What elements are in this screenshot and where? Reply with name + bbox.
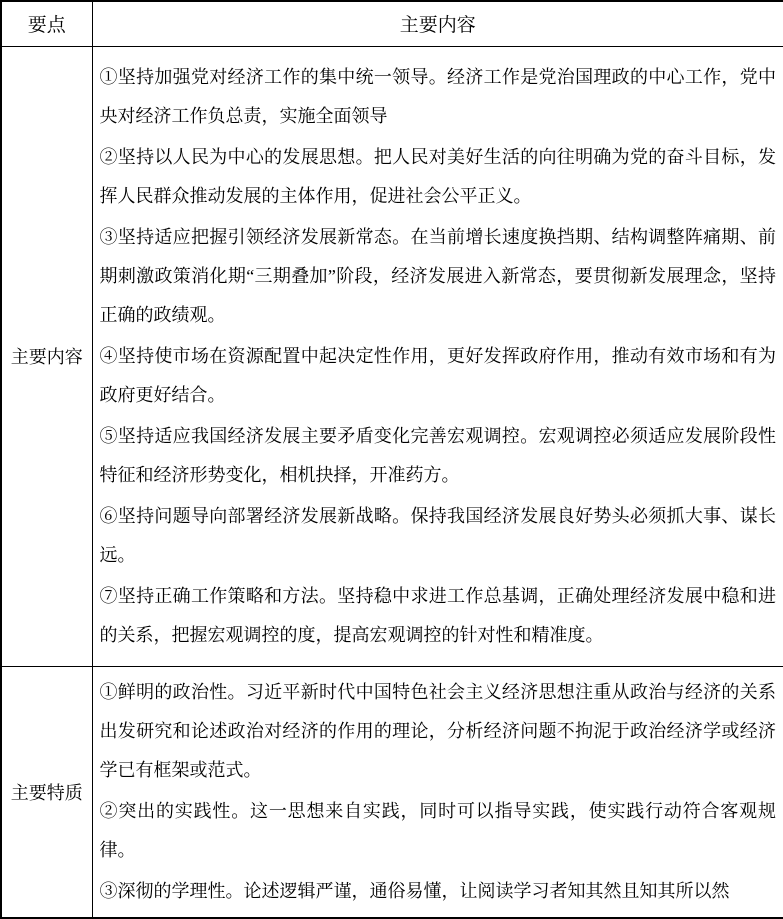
content-item-6: ⑥坚持问题导向部署经济发展新战略。保持我国经济发展良好势头必须抓大事、谋长远。 [99, 505, 776, 565]
trait-item-1: ①鲜明的政治性。习近平新时代中国特色社会主义经济思想注重从政治与经济的关系出发研究和论述政治对经济的作用的理论，分析经济问题不拘泥于政治经济学或经济学已有框架或范式。 [99, 681, 776, 780]
row-label-main-traits: 主要特质 [1, 666, 92, 918]
content-item-7: ⑦坚持正确工作策略和方法。坚持稳中求进工作总基调，正确处理经济发展中稳和进的关系，把握宏观调控的度，提高宏观调控的针对性和精准度。 [99, 585, 776, 645]
trait-item-3: ③深彻的学理性。论述逻辑严谨，通俗易懂，让阅读学习者知其然且知其所以然 [99, 880, 730, 901]
row-content-main-traits [92, 666, 783, 918]
content-item-3: ③坚持适应把握引领经济发展新常态。在当前增长速度换挡期、结构调整阵痛期、前期刺激政策消化期“三期叠加”阶段，经济发展进入新常态，要贯彻新发展理念，坚持正确的政绩观。 [99, 226, 776, 325]
table-row-main-content [1, 46, 783, 666]
trait-item-2: ②突出的实践性。这一思想来自实践，同时可以指导实践，使实践行动符合客观规律。 [99, 800, 776, 860]
content-item-1: ①坚持加强党对经济工作的集中统一领导。经济工作是党治国理政的中心工作，党中央对经济工作负总责，实施全面领导 [99, 66, 776, 126]
header-cell-keypoint: 要点 [1, 1, 92, 46]
table-row-main-traits [1, 666, 783, 918]
table-header-row [1, 1, 783, 46]
content-item-4: ④坚持使市场在资源配置中起决定性作用，更好发挥政府作用，推动有效市场和有为政府更好结合。 [99, 345, 776, 405]
content-item-5: ⑤坚持适应我国经济发展主要矛盾变化完善宏观调控。宏观调控必须适应发展阶段性特征和经济形势变化，相机抉择，开准药方。 [99, 425, 776, 485]
content-item-2: ②坚持以人民为中心的发展思想。把人民对美好生活的向往明确为党的奋斗目标，发挥人民群众推动发展的主体作用，促进社会公平正义。 [99, 146, 776, 206]
header-cell-main-content: 主要内容 [92, 1, 783, 46]
row-content-main-content [92, 46, 783, 666]
row-label-main-content: 主要内容 [1, 46, 92, 666]
